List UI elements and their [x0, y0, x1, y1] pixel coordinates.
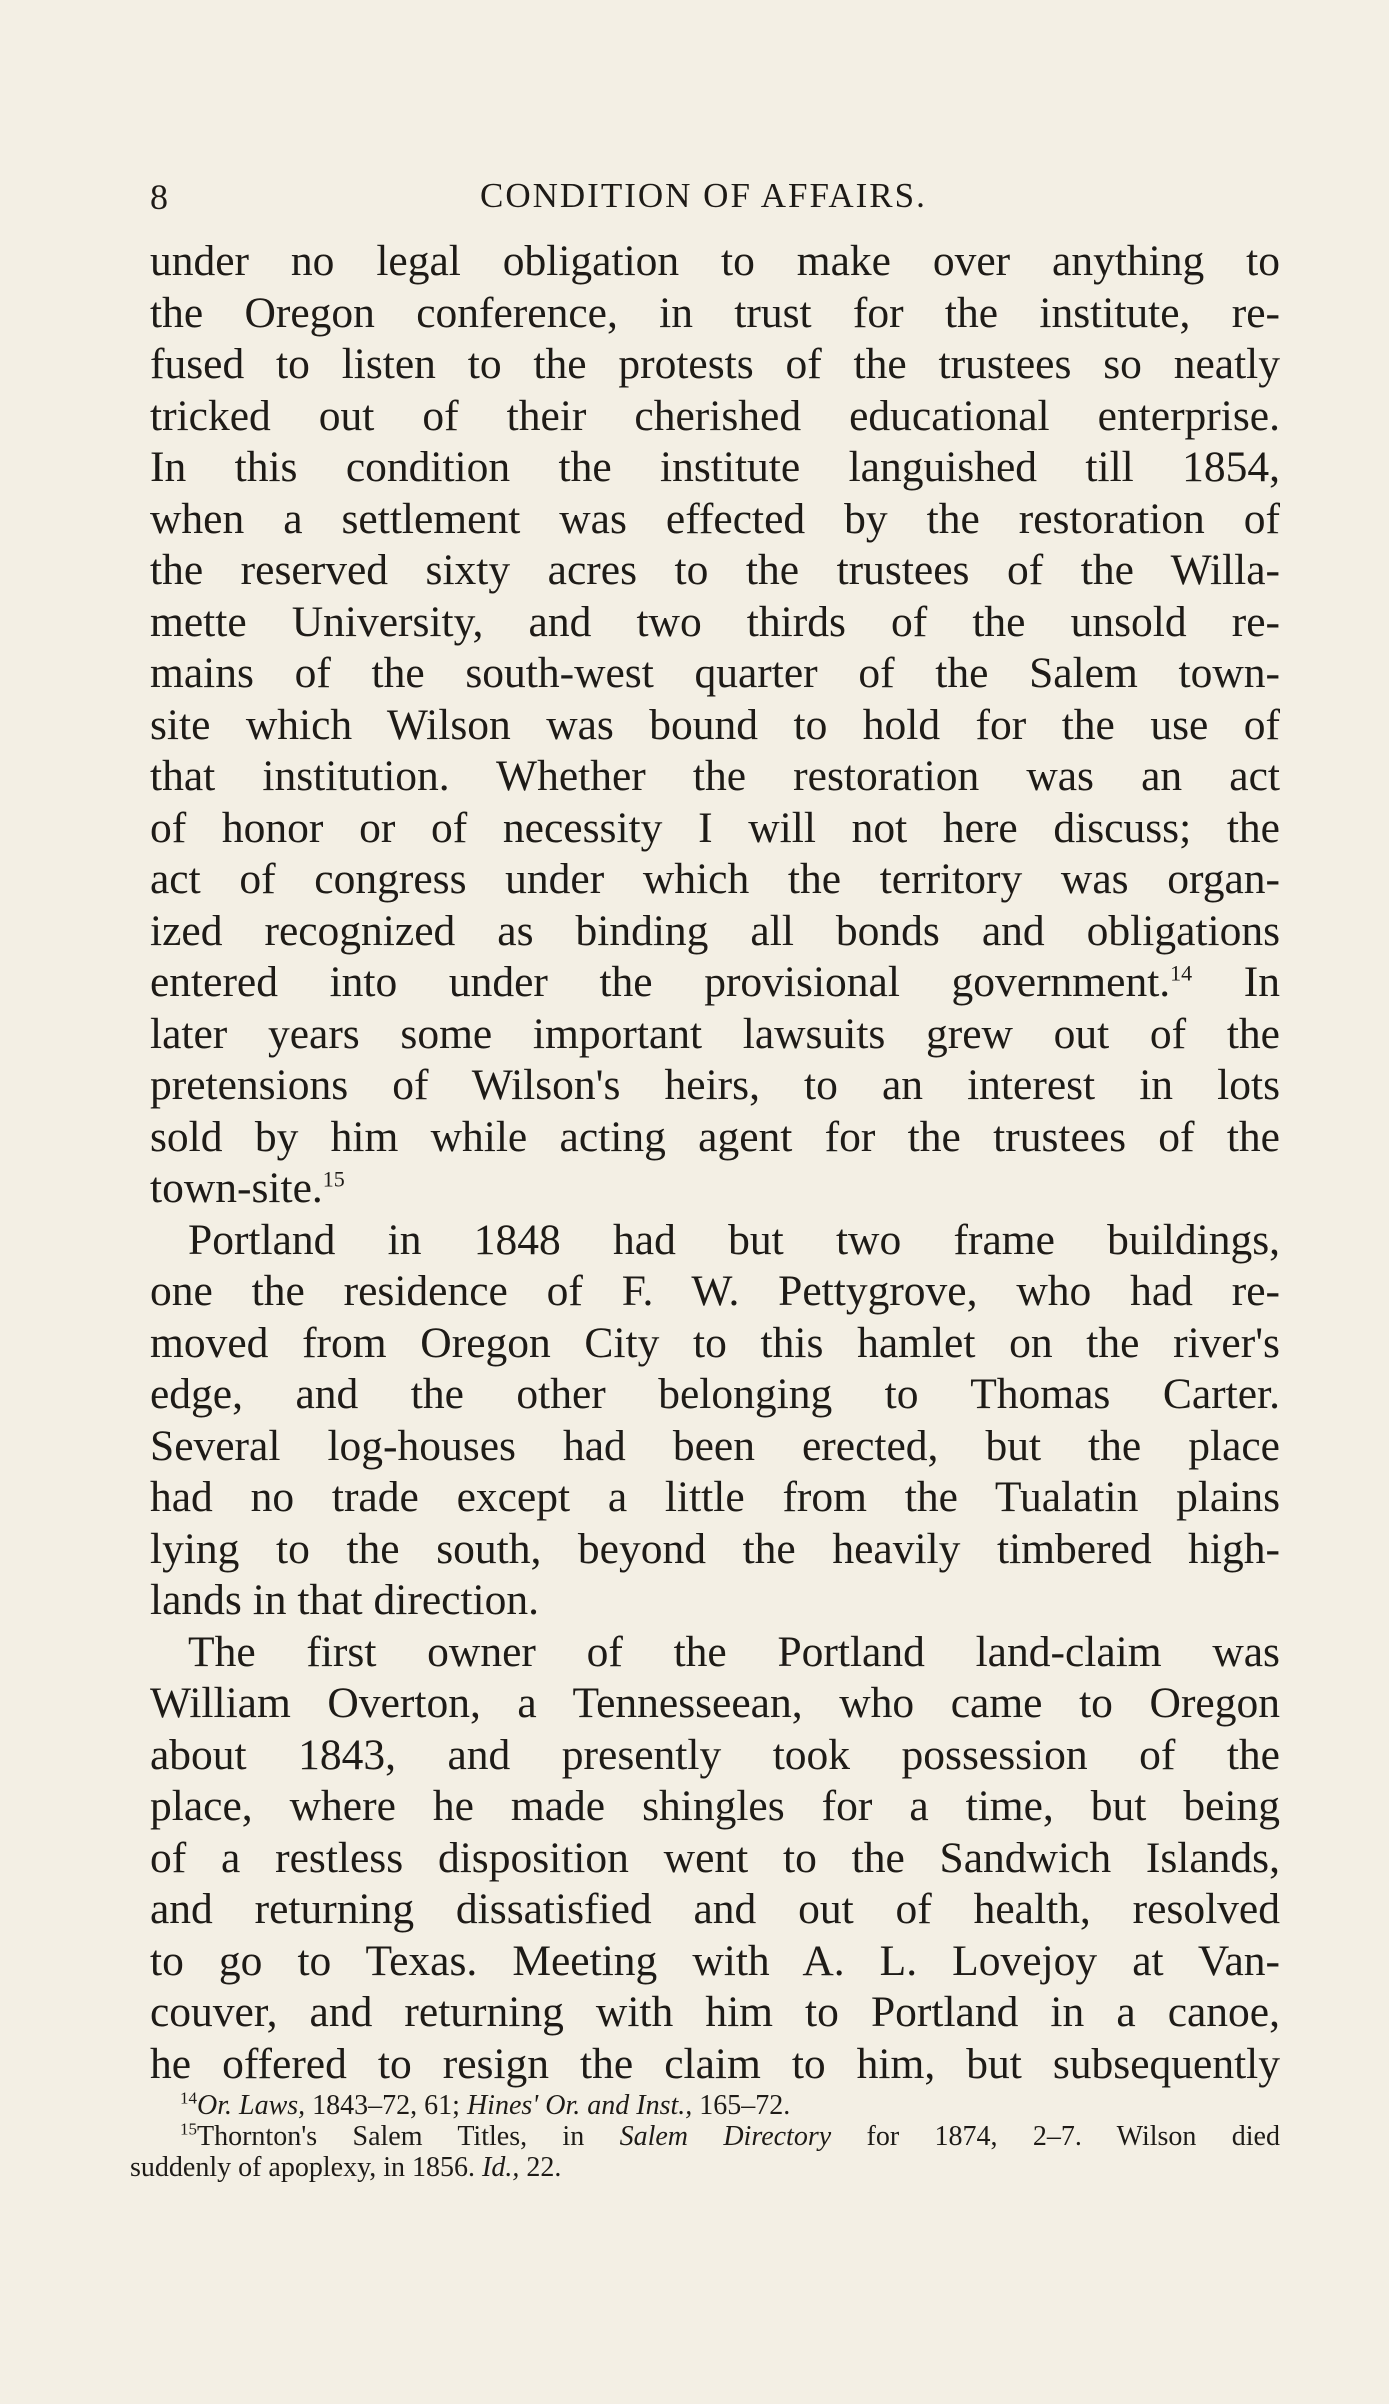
- paragraph-start-line: Portland in 1848 had but two frame buildings,: [188, 1215, 1280, 1264]
- citation-title: Hines' Or. and Inst.,: [466, 2090, 693, 2121]
- footnote-14: [130, 2090, 1280, 2121]
- footnote-15-continued: [130, 2152, 1280, 2183]
- text-line: the reserved sixty acres to the trustees of the Willa-: [150, 546, 1280, 594]
- text-line: place, where he made shingles for a time, but being: [150, 1782, 1280, 1830]
- citation-text: suddenly of apoplexy, in 1856.: [130, 2152, 483, 2183]
- citation-text: for 1874, 2–7. Wilson died: [831, 2121, 1280, 2152]
- paragraph-start-line: The first owner of the Portland land-claim was: [188, 1627, 1280, 1676]
- text-line: later years some important lawsuits grew out of the: [150, 1009, 1280, 1058]
- text-line: William Overton, a Tennesseean, who came to Oregon: [150, 1679, 1280, 1727]
- citation-text: 22.: [519, 2152, 562, 2183]
- text-line: Several log-houses had been erected, but the place: [150, 1421, 1280, 1470]
- text-line: he offered to resign the claim to him, but subsequently: [150, 2039, 1280, 2088]
- footnote-14-mark: 14: [180, 2090, 197, 2108]
- text-line: one the residence of F. W. Pettygrove, who had re-: [150, 1267, 1280, 1315]
- text-line: of honor or of necessity I will not here discuss; the: [150, 803, 1280, 852]
- citation-text: 165–72.: [692, 2090, 791, 2121]
- text-line: tricked out of their cherished educational enterprise.: [150, 391, 1280, 440]
- text-line: lands in that direction.: [150, 1576, 539, 1624]
- text-line: site which Wilson was bound to hold for the use of: [150, 700, 1280, 749]
- text-line: edge, and the other belonging to Thomas Carter.: [150, 1370, 1280, 1418]
- footnote-15-mark: 15: [180, 2121, 197, 2139]
- citation-text: Thornton's Salem Titles, in: [197, 2121, 620, 2152]
- page-number: 8: [150, 177, 168, 217]
- text-line: mette University, and two thirds of the unsold re-: [150, 597, 1280, 646]
- footnote-15: [130, 2121, 1280, 2152]
- text-segment: town-site.: [150, 1164, 323, 1212]
- text-line: fused to listen to the protests of the trustees so neatly: [150, 340, 1280, 388]
- footnote-marker-14[interactable]: 14: [1170, 960, 1193, 986]
- body-text: [150, 236, 1280, 2090]
- text-line: and returning dissatisfied and out of health, resolved: [150, 1885, 1280, 1933]
- text-line: lying to the south, beyond the heavily timbered high-: [150, 1524, 1280, 1573]
- text-line: when a settlement was effected by the restoration of: [150, 494, 1280, 543]
- text-line: moved from Oregon City to this hamlet on the river's: [150, 1318, 1280, 1367]
- text-line: of a restless disposition went to the Sandwich Islands,: [150, 1833, 1280, 1882]
- text-line: that institution. Whether the restoration was an act: [150, 752, 1280, 800]
- text-line: the Oregon conference, in trust for the institute, re-: [150, 288, 1280, 337]
- text-line: had no trade except a little from the Tualatin plains: [150, 1473, 1280, 1521]
- text-segment: entered into under the provisional government.: [150, 958, 1171, 1006]
- text-line: about 1843, and presently took possession of the: [150, 1730, 1280, 1779]
- text-line: act of congress under which the territory was organ-: [150, 855, 1280, 903]
- citation-text: 1843–72, 61;: [305, 2090, 467, 2121]
- text-line: to go to Texas. Meeting with A. L. Lovejoy at Van-: [150, 1936, 1280, 1985]
- page-header: [150, 176, 1280, 226]
- text-line: ized recognized as binding all bonds and obligations: [150, 906, 1280, 955]
- text-line: under no legal obligation to make over anything to: [150, 237, 1280, 285]
- text-line: [150, 957, 1280, 1009]
- text-line: In this condition the institute languished till 1854,: [150, 443, 1280, 491]
- text-line: mains of the south-west quarter of the Salem town-: [150, 649, 1280, 697]
- footnotes: [130, 2090, 1280, 2183]
- text-line: pretensions of Wilson's heirs, to an interest in lots: [150, 1061, 1280, 1109]
- citation-title: Or. Laws,: [197, 2090, 306, 2121]
- citation-title: Id.,: [482, 2152, 520, 2183]
- footnote-marker-15[interactable]: 15: [322, 1166, 345, 1192]
- running-head: CONDITION OF AFFAIRS.: [480, 176, 927, 215]
- text-line: sold by him while acting agent for the trustees of the: [150, 1112, 1280, 1161]
- text-line: couver, and returning with him to Portland in a canoe,: [150, 1988, 1280, 2036]
- citation-title: Salem Directory: [619, 2121, 832, 2152]
- text-segment: In: [1192, 958, 1280, 1006]
- text-line: [150, 1163, 1280, 1215]
